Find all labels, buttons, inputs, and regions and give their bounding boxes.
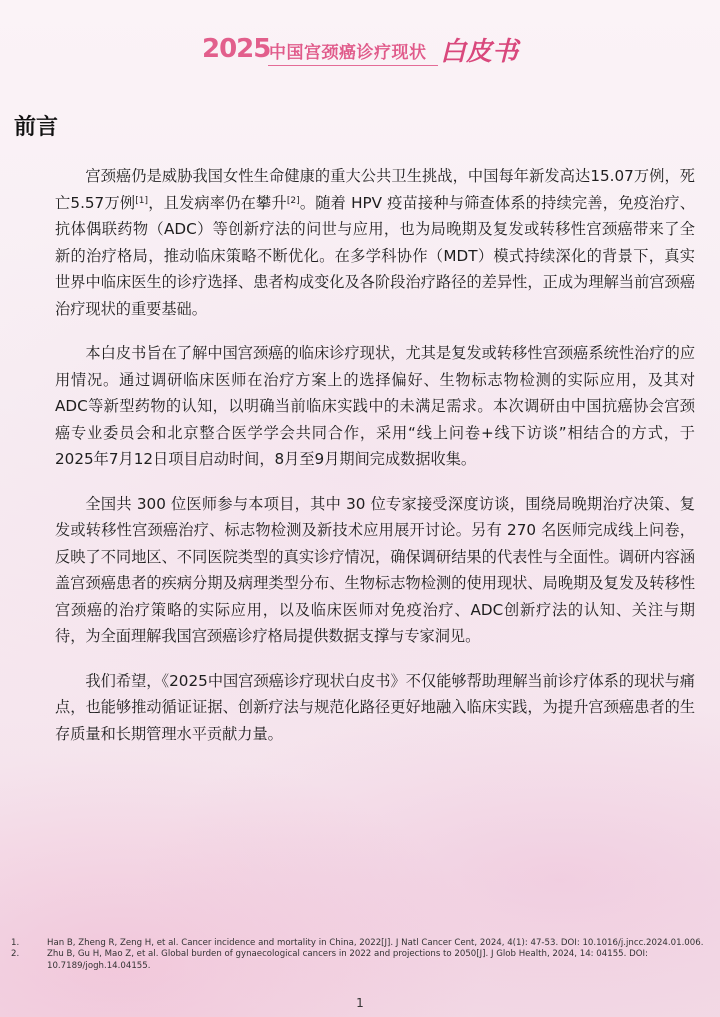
page-number: 1 xyxy=(356,996,364,1010)
header-year: 2025 xyxy=(202,34,271,64)
footnotes xyxy=(0,938,720,972)
paragraph-4: 我们希望，《2025中国宫颈癌诊疗现状白皮书》不仅能够帮助理解当前诊疗体系的现状与痛点，也能够推动循证证据、创新疗法与规范化路径更好地融入临床实践，为提升宫颈癌患者的生存质量和长期管理水平贡献力量。 xyxy=(55,671,695,743)
citation-1[interactable]: [1] xyxy=(135,195,148,206)
header-title: 中国宫颈癌诊疗现状 xyxy=(269,43,427,63)
paragraph-1-part-2: ，且发病率仍在攀升 xyxy=(148,193,287,212)
footnote-text: Zhu B, Gu H, Mao Z, et al. Global burden of gynaecological cancers in 2022 and projections to 2050[J]. J Glob Health, 2024, 14: 04155. DOI: 10.7189/jogh.14.04155. xyxy=(47,949,648,971)
paragraph-3: 全国共 300 位医师参与本项目，其中 30 位专家接受深度访谈，围绕局晚期治疗决策、复发或转移性宫颈癌治疗、标志物检测及新技术应用展开讨论。另有 270 名医师完成线上问卷，反映了不同地区、不同医院类型的真实诊疗情况，确保调研结果的代表性与全面性。调研内容涵盖宫颈癌患者的疾病分期及病理类型分布、生物标志物检测的使用现状、局晚期及复发及转移性宫颈癌的治疗策略的实际应用，以及临床医师对免疫治疗、ADC创新疗法的认知、关注与期待，为全面理解我国宫颈癌诊疗格局提供数据支撑与专家洞见。 xyxy=(55,494,695,645)
header-emphasis: 白皮书 xyxy=(440,37,519,67)
paragraph-1-part-1: 宫颈癌仍是威胁我国女性生命健康的重大公共卫生挑战，中国每年新发高达15.07万例，死亡5.57万例 xyxy=(55,167,695,212)
page-header xyxy=(0,30,720,74)
body-text xyxy=(55,163,695,765)
paragraph-1 xyxy=(55,163,695,322)
footnote-2 xyxy=(0,949,720,972)
paragraph-2: 本白皮书旨在了解中国宫颈癌的临床诊疗现状，尤其是复发或转移性宫颈癌系统性治疗的应用情况。通过调研临床医师在治疗方案上的选择偏好、生物标志物检测的实际应用，及其对ADC等新型药物的认知，以明确当前临床实践中的未满足需求。本次调研由中国抗癌协会宫颈癌专业委员会和北京整合医学学会共同合作，采用“线上问卷+线下访谈”相结合的方式，于2025年7月12日项目启动时间，8月至9月期间完成数据收集。 xyxy=(55,344,695,468)
footnote-text: Han B, Zheng R, Zeng H, et al. Cancer incidence and mortality in China, 2022[J]. J Natl Cancer Cent, 2024, 4(1): 47-53. DOI: 10.1016/j.jncc.2024.01.006. xyxy=(47,938,704,948)
footnote-1 xyxy=(0,938,720,949)
footnote-number: 2. xyxy=(11,949,20,960)
citation-2[interactable]: [2] xyxy=(286,195,300,206)
footnote-number: 1. xyxy=(11,938,20,948)
section-title: 前言 xyxy=(14,115,59,140)
paragraph-1-part-3: 。随着 HPV 疫苗接种与筛查体系的持续完善，免疫治疗、抗体偶联药物（ADC）等创新疗法的问世与应用，也为局晚期及复发或转移性宫颈癌带来了全新的治疗格局，推动临床策略不断优化。在多学科协作（MDT）模式持续深化的背景下，真实世界中临床医生的诊疗选择、患者构成变化及各阶段治疗路径的差异性，正成为理解当前宫颈癌治疗现状的重要基础。 xyxy=(55,193,695,318)
header-underline xyxy=(268,65,438,66)
